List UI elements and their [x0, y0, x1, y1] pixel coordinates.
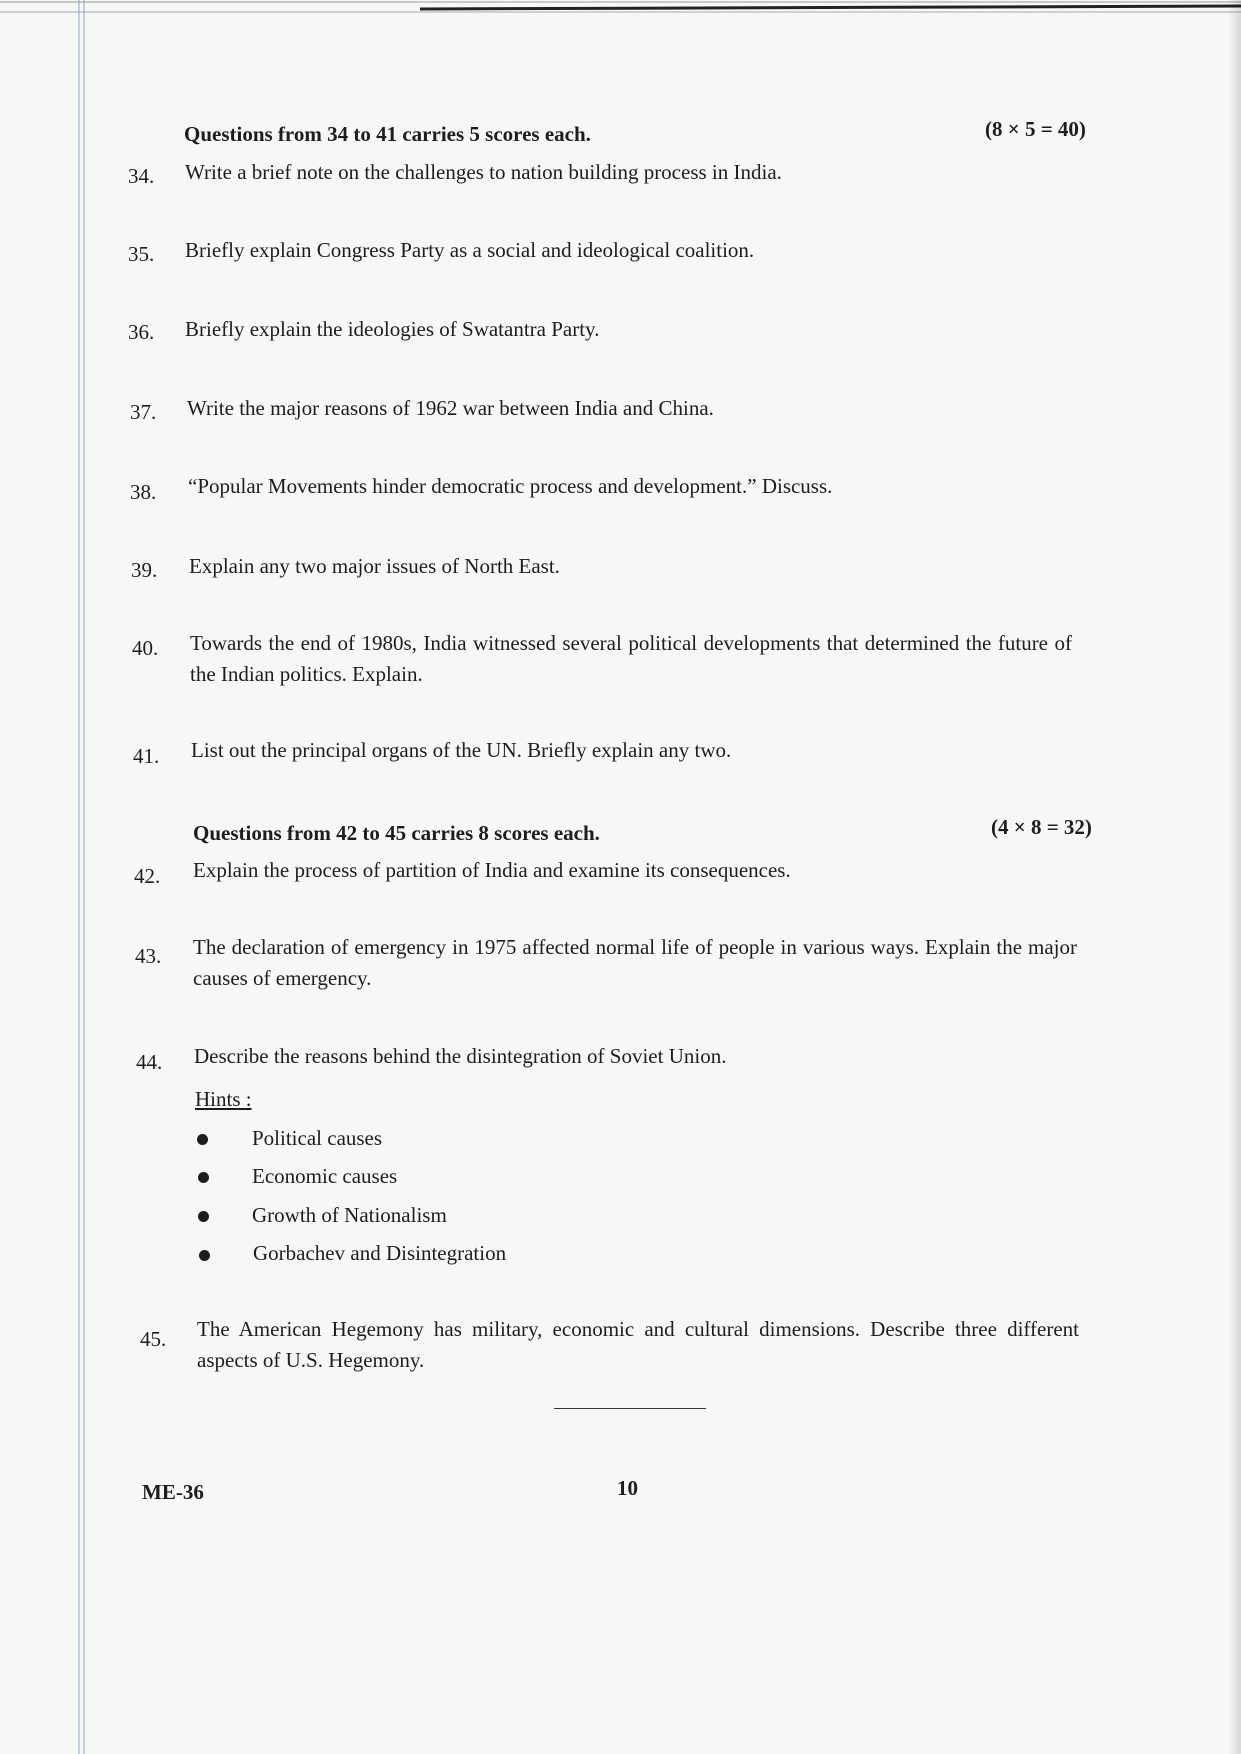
page-number: 10: [617, 1476, 638, 1500]
question-number: 43.: [135, 944, 162, 968]
section-b-score: (4 × 8 = 32): [991, 815, 1092, 839]
question-text: The American Hegemony has military, economic and cultural dimensions. Describe three different aspects of U.S. Hegemony.: [197, 1317, 1079, 1372]
question-number: 42.: [134, 864, 161, 888]
question-text: Write the major reasons of 1962 war between India and China.: [187, 396, 714, 420]
hint-item: Growth of Nationalism: [252, 1203, 447, 1227]
page-edge-shadow: [1227, 0, 1241, 1754]
question-text: The declaration of emergency in 1975 affected normal life of people in various ways. Explain the major causes of emergency.: [193, 935, 1077, 990]
question-text: Write a brief note on the challenges to nation building process in India.: [185, 160, 782, 184]
question-number: 37.: [130, 400, 157, 424]
paper-code: ME-36: [142, 1480, 204, 1504]
left-margin-lines: [78, 0, 86, 1754]
question-text: List out the principal organs of the UN. Briefly explain any two.: [191, 738, 732, 762]
hint-item: Political causes: [252, 1126, 383, 1150]
bullet-icon: [197, 1134, 208, 1145]
section-b-heading: Questions from 42 to 45 carries 8 scores each.: [193, 821, 600, 845]
section-a-heading: Questions from 34 to 41 carries 5 scores each.: [184, 122, 591, 146]
hint-item: Gorbachev and Disintegration: [253, 1241, 507, 1265]
question-number: 44.: [136, 1050, 163, 1074]
question-number: 38.: [130, 480, 157, 504]
question-text: Explain any two major issues of North East.: [189, 554, 560, 578]
question-number: 35.: [128, 242, 155, 266]
top-border-line: [0, 0, 1241, 14]
hints-label: Hints :: [195, 1087, 252, 1111]
question-number: 41.: [133, 744, 160, 768]
question-text: Briefly explain the ideologies of Swatantra Party.: [185, 317, 600, 341]
end-of-questions-rule: [554, 1408, 706, 1409]
question-text: Towards the end of 1980s, India witnessed several political developments that determined the future of the Indian politics. Explain.: [190, 631, 1072, 686]
question-text: Briefly explain Congress Party as a social and ideological coalition.: [185, 238, 755, 262]
bullet-icon: [199, 1250, 210, 1261]
question-text: Describe the reasons behind the disintegration of Soviet Union.: [194, 1044, 727, 1068]
question-number: 36.: [128, 320, 155, 344]
bullet-icon: [198, 1172, 209, 1183]
section-a-score: (8 × 5 = 40): [985, 117, 1086, 141]
question-number: 45.: [140, 1327, 167, 1351]
question-text: “Popular Movements hinder democratic process and development.” Discuss.: [188, 474, 833, 498]
question-text: Explain the process of partition of India and examine its consequences.: [193, 858, 791, 882]
question-number: 34.: [128, 164, 155, 188]
bullet-icon: [198, 1211, 209, 1222]
question-number: 39.: [131, 558, 158, 582]
question-number: 40.: [132, 636, 159, 660]
hint-item: Economic causes: [252, 1164, 398, 1188]
